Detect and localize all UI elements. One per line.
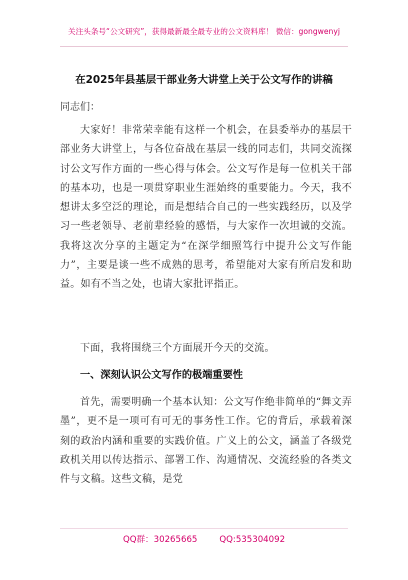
body-paragraph [60,121,352,295]
body-paragraph [60,393,352,489]
document-title: 在2025年县基层干部业务大讲堂上关于公文写作的讲稿 [75,74,333,86]
paragraph-opening: 大家好！非常荣幸能有这样一个机会，在县委举办的基层干部业务大讲堂上，与各位奋战在基层一线的同志们，共同交流探讨公文写作方面的一些心得与体会。公文写作是每一位机关干部的基本功，也是一项贯穿职业生涯始终的重要能力。今天，我不想讲太多空泛的理论，而是想结合自己的一些实践经历，以及学习一些老领导、老前辈经验的感悟，与大家作一次坦诚的交流。我将这次分享的主题定为“在深学细照笃行中提升公文写作能力”，主要是谈一些不成熟的思考，希望能对大家有所启发和助益。如有不当之处，也请大家批评指正。 [60,125,352,291]
section-heading: 一、深刻认识公文写作的极端重要性 [80,370,243,381]
paragraph-section-one: 首先，需要明确一个基本认知：公文写作绝非简单的“舞文弄墨”，更不是一项可有可无的事务性工作。它的背后，承载着深刻的政治内涵和重要的实践价值。广义上的公文，涵盖了各级党政机关用以传达指示、部署工作、沟通情况、交流经验的各类文件与文稿。这些文稿，是党 [60,397,352,486]
header-notice: 关注头条号“公文研究”，获得最新最全最专业的公文资料库！ 微信：gongwenyj [68,27,340,36]
salutation: 同志们： [60,102,100,113]
body-paragraph [60,339,352,358]
header-divider [60,46,348,47]
footer-qq: QQ:535304092 [219,535,286,545]
footer-divider [60,528,348,529]
paragraph-overview: 下面，我将围绕三个方面展开今天的交流。 [80,343,275,354]
footer-qq-group: QQ群：30265665 [122,535,198,545]
footer-contact [0,533,408,545]
